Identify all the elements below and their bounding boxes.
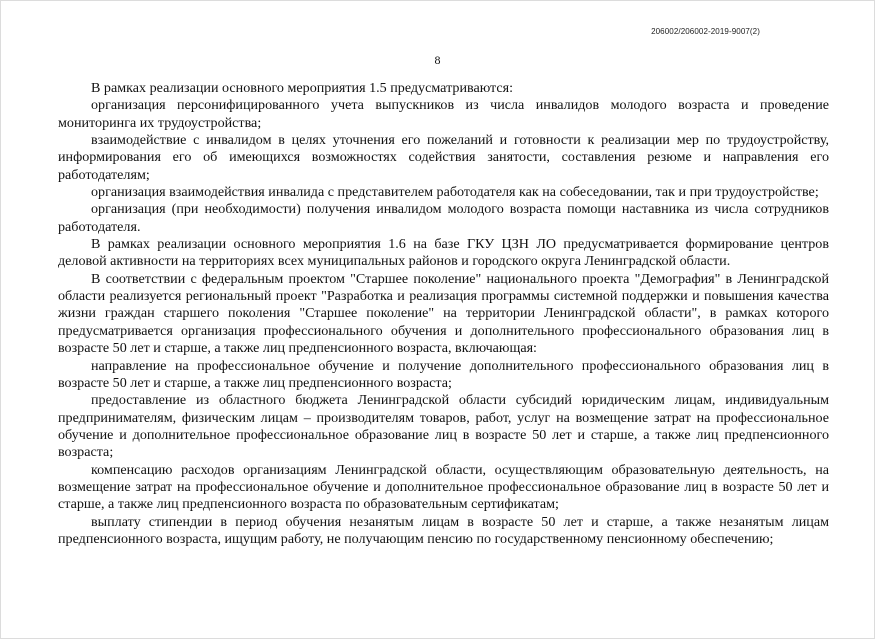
paragraph-mentor-assistance: организация (при необходимости) получения инвалидом молодого возраста помощи наставника из числа сотрудников работодателя.: [58, 201, 829, 235]
paragraph-measure-1-6: В рамках реализации основного мероприятия 1.6 на базе ГКУ ЦЗН ЛО предусматривается формирование центров деловой активности на территориях всех муниципальных районов и городского округа Ленинградской области.: [58, 236, 829, 270]
paragraph-graduate-tracking: организация персонифицированного учета выпускников из числа инвалидов молодого возраста и проведение мониторинга их трудоустройства;: [58, 97, 829, 131]
paragraph-interaction-with-disabled: взаимодействие с инвалидом в целях уточнения его пожеланий и готовности к реализации мер по трудоустройству, информирования его об имеющихся возможностях содействия занятости, составления резюме и направления его работодателям;: [58, 132, 829, 183]
paragraph-training-referral: направление на профессиональное обучение и получение дополнительного профессионального образования лиц в возрасте 50 лет и старше, а также лиц предпенсионного возраста;: [58, 357, 829, 391]
paragraph-compensation: компенсацию расходов организациям Ленинградской области, осуществляющим образовательную деятельность, на возмещение затрат на профессиональное обучение и дополнительное профессиональное образование лиц в возрасте 50 лет и старше, а также лиц предпенсионного возраста по образовательным сертификатам;: [58, 461, 829, 513]
document-body: [58, 80, 829, 548]
paragraph-stipend: выплату стипендии в период обучения незанятым лицам в возрасте 50 лет и старше, а также незанятым лицам предпенсионного возраста, ищущим работу, не получающим пенсию по государственному пенсионному обеспечению;: [58, 513, 829, 547]
paragraph-subsidies: предоставление из областного бюджета Ленинградской области субсидий юридическим лицам, индивидуальным предпринимателям, физическим лицам – производителям товаров, работ, услуг на возмещение затрат на профессиональное обучение и дополнительное профессиональное образование лиц в возрасте 50 лет и старше, а также лиц предпенсионного возраста;: [58, 392, 829, 461]
document-id: 206002/206002-2019-9007(2): [651, 27, 760, 36]
paragraph-employer-interaction: организация взаимодействия инвалида с представителем работодателя как на собеседовании, так и при трудоустройстве;: [91, 184, 819, 201]
page-number: 8: [434, 53, 441, 67]
paragraph-measure-1-5-intro: В рамках реализации основного мероприятия 1.5 предусматриваются:: [91, 80, 514, 96]
paragraph-older-generation-project: В соответствии с федеральным проектом "Старшее поколение" национального проекта "Демография" в Ленинградской области реализуется региональный проект "Разработка и реализация программы системной поддержки и повышения качества жизни граждан старшего поколения "Старшее поколение" на территории Ленинградской области", в рамках которого предусматривается организация профессионального обучения и дополнительного профессионального образования лиц в возрасте 50 лет и старше, а также лиц предпенсионного возраста, включающая:: [58, 270, 829, 357]
